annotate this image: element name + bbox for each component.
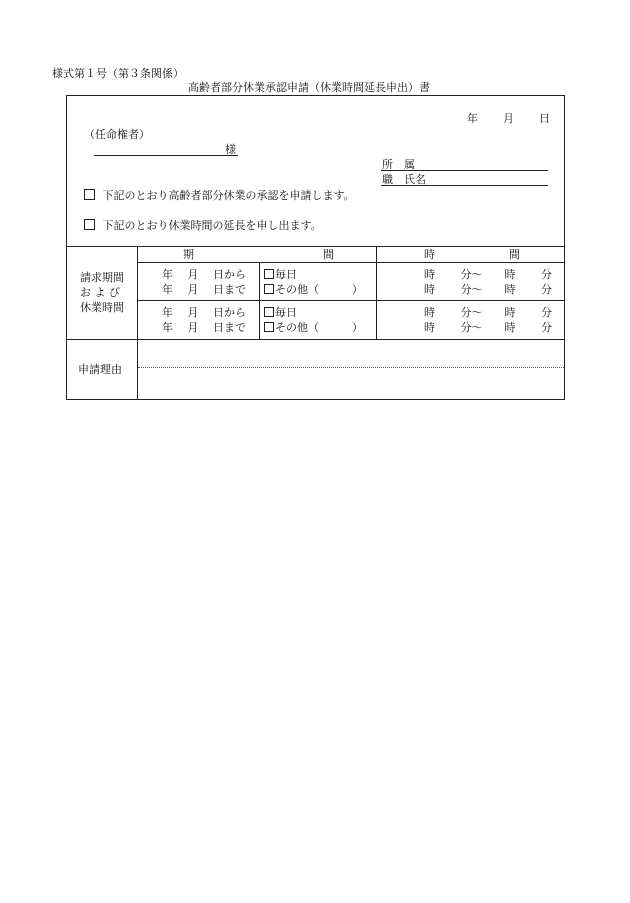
row2-daily-checkbox[interactable]: [264, 307, 274, 317]
option-apply-label: 下記のとおり高齢者部分休業の承認を申請します。: [102, 189, 355, 202]
row2-other-label: その他（ ）: [275, 321, 363, 334]
form-number: 様式第１号（第３条関係）: [52, 67, 184, 80]
row1-other-checkbox[interactable]: [264, 284, 274, 294]
row-divider: [137, 300, 565, 301]
row-header-line1: 請求期間: [80, 271, 124, 284]
row-header-line3: 休業時間: [80, 301, 124, 314]
header-col-divider: [137, 246, 138, 399]
date-year[interactable]: 年: [467, 112, 478, 125]
row1-other-label: その他（ ）: [275, 283, 363, 296]
time-head-b: 間: [509, 248, 520, 261]
row1-time2[interactable]: 時 分～ 時 分: [424, 283, 552, 296]
reason-label: 申請理由: [78, 363, 122, 376]
date-month[interactable]: 月: [503, 112, 514, 125]
time-divider: [376, 246, 377, 339]
period-head-a: 期: [183, 248, 194, 261]
option-extend-checkbox[interactable]: [84, 219, 95, 230]
period-head-b: 間: [323, 248, 334, 261]
name-label: 職 氏名: [382, 173, 426, 186]
time-head-a: 時: [424, 248, 435, 261]
row2-other[interactable]: [264, 321, 363, 334]
row2-from[interactable]: 年 月 日から: [162, 306, 246, 319]
page-title: 高齢者部分休業承認申請（休業時間延長申出）書: [188, 81, 430, 94]
appointer-label: （任命権者）: [84, 128, 150, 141]
option-apply-checkbox[interactable]: [84, 189, 95, 200]
affiliation-label: 所 属: [382, 158, 415, 171]
appointer-underline[interactable]: [94, 155, 238, 156]
row-header-line2: お よ び: [80, 286, 120, 299]
row1-to[interactable]: 年 月 日まで: [162, 283, 246, 296]
option-extend[interactable]: [84, 219, 322, 232]
row1-daily-checkbox[interactable]: [264, 269, 274, 279]
reason-line[interactable]: [138, 367, 564, 368]
row1-from[interactable]: 年 月 日から: [162, 268, 246, 281]
row2-daily[interactable]: [264, 306, 297, 319]
option-extend-label: 下記のとおり休業時間の延長を申し出ます。: [102, 219, 322, 232]
row2-other-checkbox[interactable]: [264, 322, 274, 332]
row2-to[interactable]: 年 月 日まで: [162, 321, 246, 334]
date-day[interactable]: 日: [539, 112, 550, 125]
row2-time2[interactable]: 時 分～ 時 分: [424, 321, 552, 334]
reason-top-line: [66, 339, 565, 340]
row1-daily[interactable]: [264, 268, 297, 281]
row1-time1[interactable]: 時 分～ 時 分: [424, 268, 552, 281]
row1-daily-label: 毎日: [275, 268, 297, 281]
name-field[interactable]: [381, 185, 548, 186]
row2-time1[interactable]: 時 分～ 時 分: [424, 306, 552, 319]
affiliation-field[interactable]: [381, 170, 548, 171]
option-apply[interactable]: [84, 189, 355, 202]
col-header-line: [137, 262, 565, 263]
row2-daily-label: 毎日: [275, 306, 297, 319]
row1-other[interactable]: [264, 283, 363, 296]
honorific: 様: [225, 143, 236, 156]
table-top-line: [66, 246, 565, 247]
